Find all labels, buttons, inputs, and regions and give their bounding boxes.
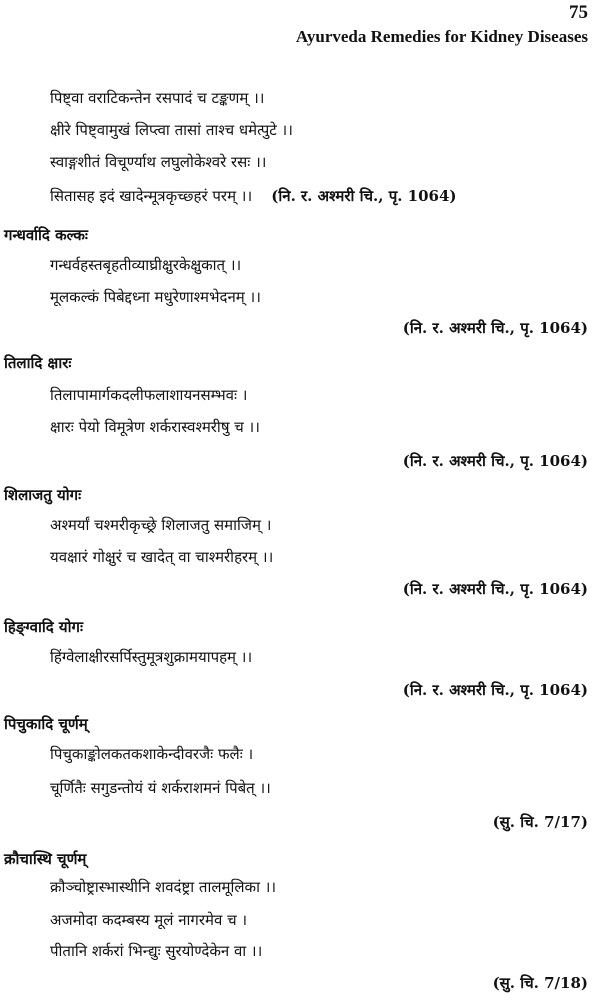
intro-verse-2: क्षीरे पिष्ट्वामुखं लिप्त्वा तासां ताश्च धमेत्पुटे ।। <box>50 121 293 139</box>
intro-verse-4-line <box>50 186 457 206</box>
verse: यवक्षारं गोक्षुरं च खादेत् वा चाश्मरीहरम् ।। <box>50 548 274 566</box>
intro-verse-4: सितासह इदं खादेन्मूत्रकृच्छ्हरं परम् ।। <box>50 187 253 205</box>
page-number: 75 <box>569 2 588 23</box>
verse: पीतानि शर्करां भिन्द्युः सुरयोण्देकेन वा ।। <box>50 942 263 960</box>
intro-verse-3: स्वाङ्गशीतं विचूर्ण्याथ लघुलोकेश्वरे रसः ।। <box>50 153 267 171</box>
reference: (सु. चि. 7/18) <box>492 974 588 992</box>
reference: (सु. चि. 7/17) <box>492 813 588 831</box>
section-heading-kraunchasthi: क्रौचास्थि चूर्णम् <box>4 850 87 868</box>
verse: गन्धर्वहस्तबृहतीव्याघ्रीक्षुरकेक्षुकात् ।। <box>50 256 242 274</box>
reference: (नि. र. अश्मरी चि., पृ. 1064) <box>402 319 588 337</box>
section-heading-hingvadi: हिङ्ग्वादि योगः <box>4 618 83 636</box>
verse: अजमोदा कदम्बस्य मूलं नागरमेव च । <box>50 911 248 929</box>
intro-verse-1: पिष्ट्वा वराटिकन्तेन रसपादं च टङ्कणम् ।। <box>50 89 265 107</box>
running-header: Ayurveda Remedies for Kidney Diseases <box>295 27 588 46</box>
verse: क्रौञ्चोष्ट्रास्भास्थीनि शवदंष्ट्रा तालमूलिका ।। <box>50 878 277 896</box>
verse: मूलकल्कं पिबेद्दध्ना मधुरेणाश्मभेदनम् ।। <box>50 288 261 306</box>
reference: (नि. र. अश्मरी चि., पृ. 1064) <box>402 681 588 699</box>
intro-reference: (नि. र. अश्मरी चि., पृ. 1064) <box>271 187 457 205</box>
verse: हिंग्वेलाक्षीरसर्पिस्तुमूत्रशुक्रामयापहम् ।। <box>50 648 253 666</box>
reference: (नि. र. अश्मरी चि., पृ. 1064) <box>402 452 588 470</box>
verse: पिचुकाङ्कोलकतकशाकेन्दीवरजैः फलैः । <box>50 745 254 763</box>
section-heading-tiladi: तिलादि क्षारः <box>4 354 72 372</box>
section-heading-shilajatu: शिलाजतु योगः <box>4 486 82 504</box>
section-heading-gandharvadi: गन्धर्वादि कल्कः <box>4 226 88 244</box>
verse: क्षारः पेयो विमूत्रेण शर्करास्वश्मरीषु च ।। <box>50 418 260 436</box>
section-heading-pichukadi: पिचुकादि चूर्णम् <box>4 715 88 733</box>
verse: अश्मर्यां चश्मरीकृच्छ्रे शिलाजतु समाजिम् । <box>50 516 272 534</box>
verse: तिलापामार्गकदलीफलाशायनसम्भवः । <box>50 386 248 404</box>
reference: (नि. र. अश्मरी चि., पृ. 1064) <box>402 580 588 598</box>
verse: चूर्णितैः सगुडन्तोयं यं शर्कराशमनं पिबेत् ।। <box>50 779 271 797</box>
